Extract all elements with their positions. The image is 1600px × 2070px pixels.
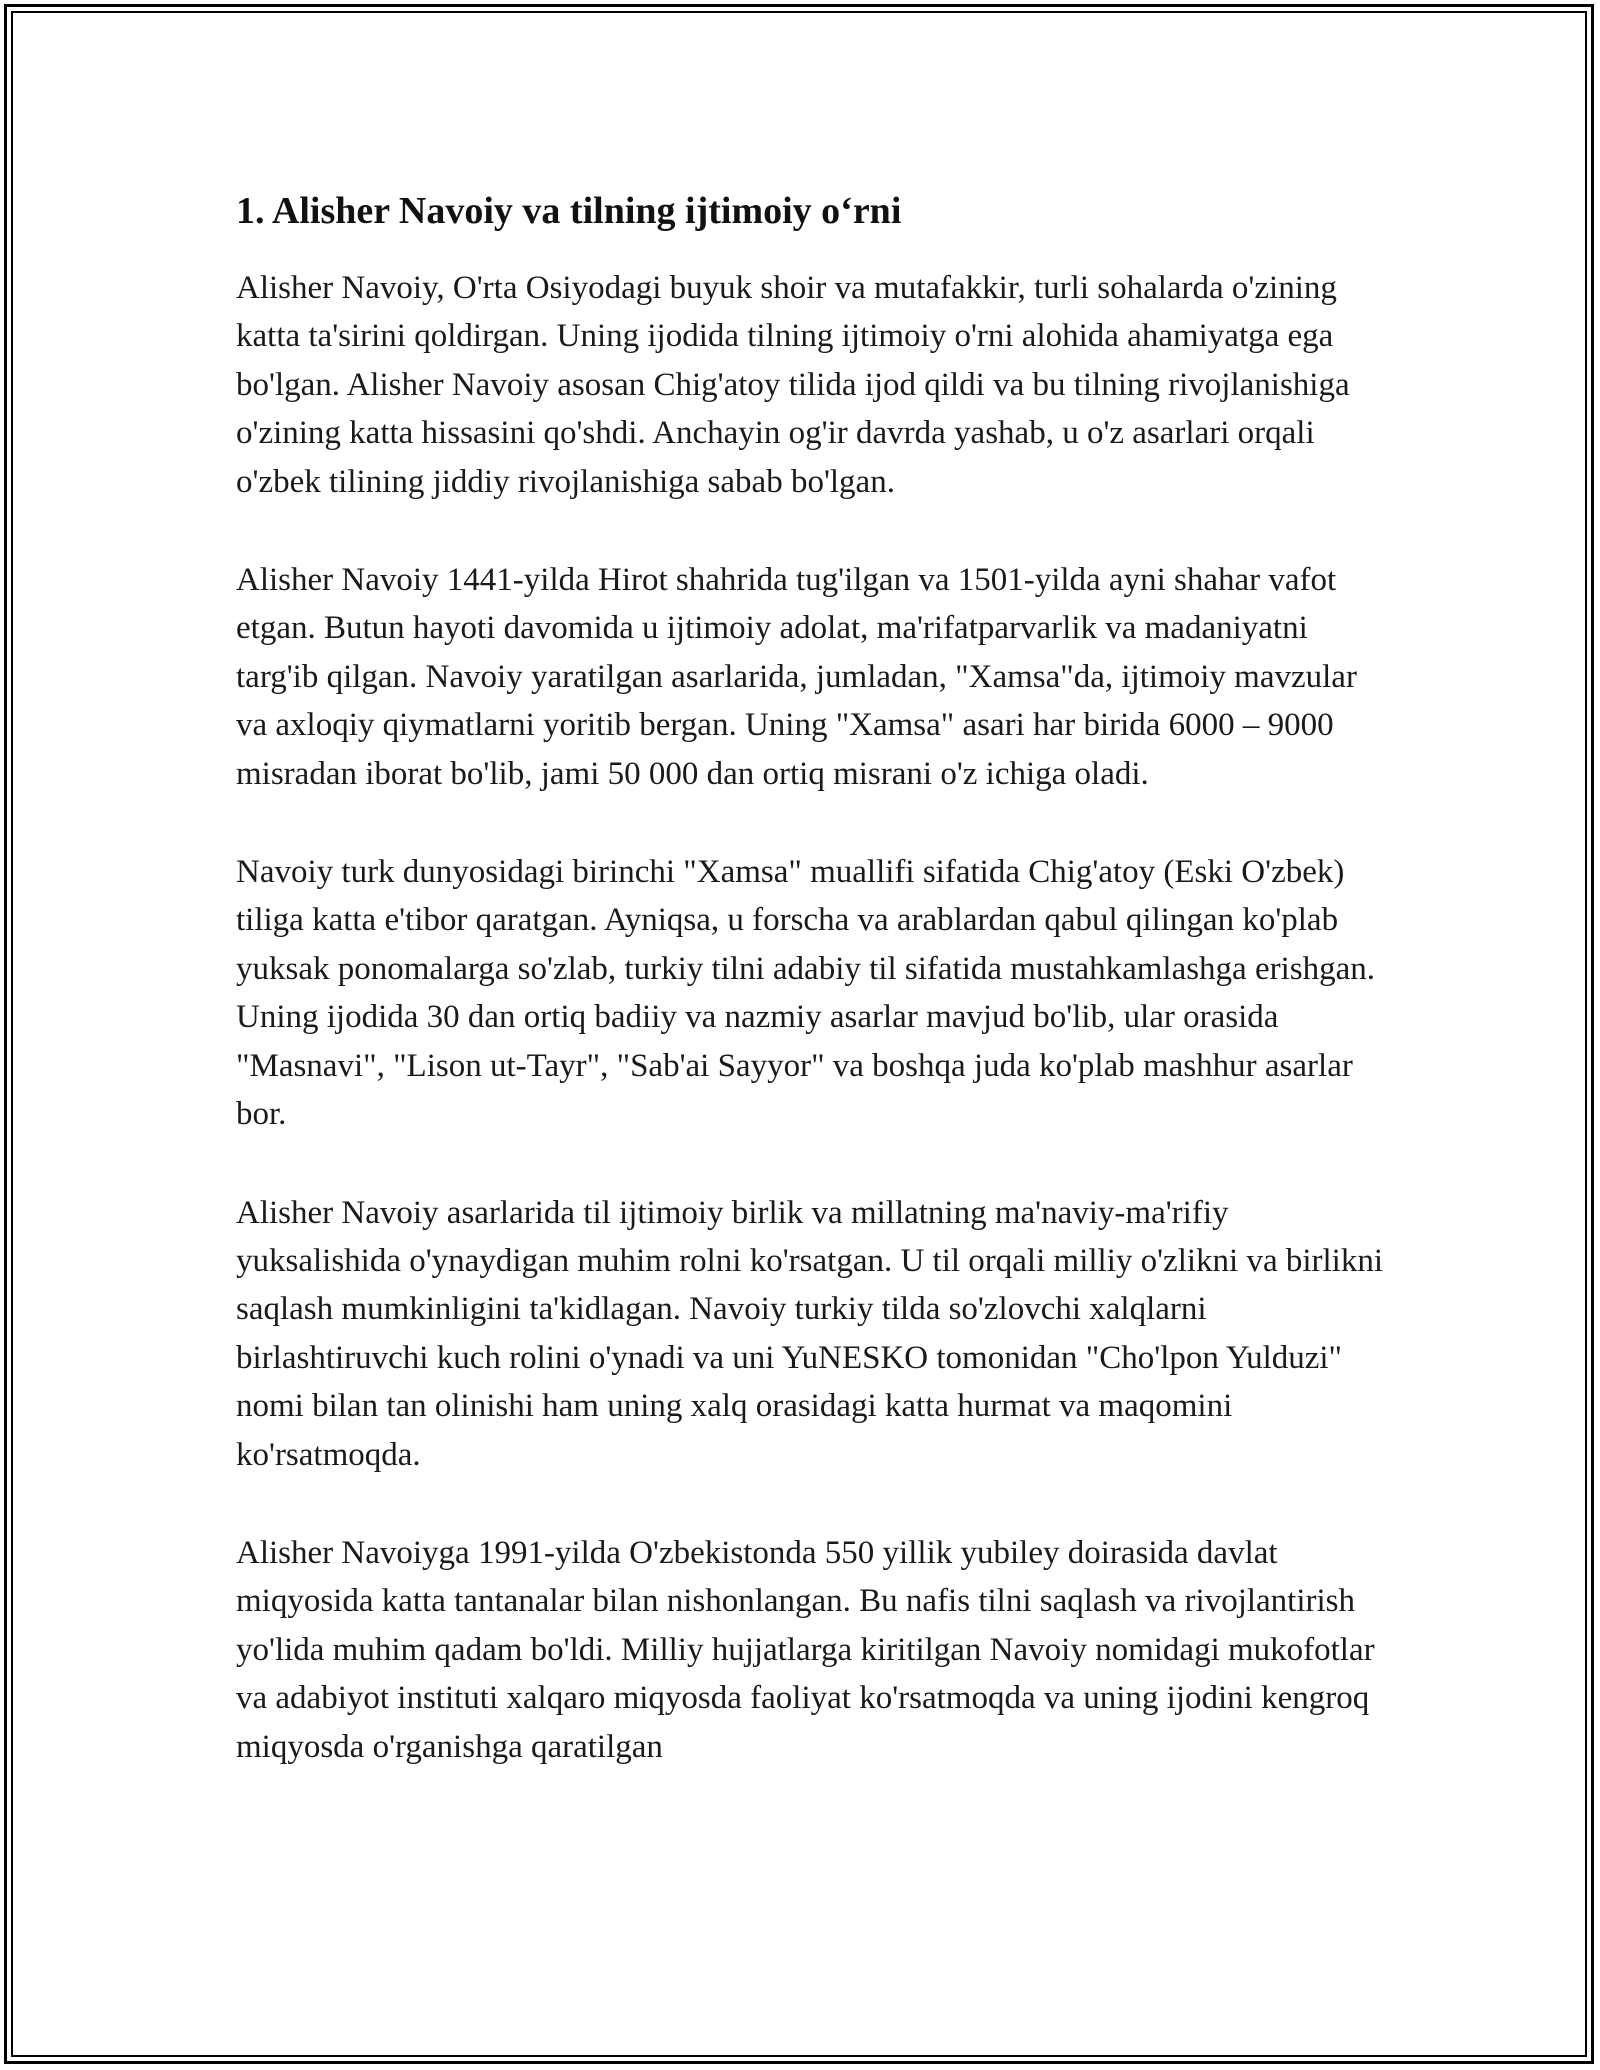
section-heading: 1. Alisher Navoiy va tilning ijtimoiy o‘rni — [236, 190, 902, 232]
paragraph-5: Alisher Navoiyga 1991-yilda O'zbekistonda 550 yillik yubiley doirasida davlat miqyosida katta tantanalar bilan nishonlangan. Bu nafis tilni saqlash va rivojlantirish yo'lida muhim qadam bo'ldi. Milliy hujjatlarga kiritilgan Navoiy nomidagi mukofotlar va adabiyot instituti xalqaro miqyosda faoliyat ko'rsatmoqda va uning ijodini kengroq miqyosda o'rganishga qaratilgan — [236, 1534, 1375, 1765]
paragraph-4: Alisher Navoiy asarlarida til ijtimoiy birlik va millatning ma'naviy-ma'rifiy yuksalishida o'ynaydigan muhim rolni ko'rsatgan. U til orqali milliy o'zlikni va birlikni saqlash mumkinligini ta'kidlagan. Navoiy turkiy tilda so'zlovchi xalqlarni birlashtiruvchi kuch rolini o'ynadi va uni YuNESKO tomonidan "Cho'lpon Yulduzi" nomi bilan tan olinishi ham uning xalq orasidagi katta hurmat va maqomini ko'rsatmoqda. — [236, 1194, 1384, 1473]
paragraph-2: Alisher Navoiy 1441-yilda Hirot shahrida tug'ilgan va 1501-yilda ayni shahar vafot etgan. Butun hayoti davomida u ijtimoiy adolat, ma'rifatparvarlik va madaniyatni targ'ib qilgan. Navoiy yaratilgan asarlarida, jumladan, "Xamsa"da, ijtimoiy mavzular va axloqiy qiymatlarni yoritib bergan. Uning "Xamsa" asari har birida 6000 – 9000 misradan iborat bo'lib, jami 50 000 dan ortiq misrani o'z ichiga oladi. — [236, 562, 1357, 792]
paragraph-3: Navoiy turk dunyosidagi birinchi "Xamsa" muallifi sifatida Chig'atoy (Eski O'zbek) tiliga katta e'tibor qaratgan. Ayniqsa, u forscha va arablardan qabul qilingan ko'plab yuksak ponomalarga so'zlab, turkiy tilni adabiy til sifatida mustahkamlashga erishgan. Uning ijodida 30 dan ortiq badiiy va nazmiy asarlar mavjud bo'lib, ular orasida "Masnavi", "Lison ut-Tayr", "Sab'ai Sayyor" va boshqa juda ko'plab mashhur asarlar bor. — [236, 854, 1375, 1133]
document-body — [236, 186, 1386, 1821]
paragraph-1: Alisher Navoiy, O'rta Osiyodagi buyuk shoir va mutafakkir, turli sohalarda o'zining katta ta'sirini qoldirgan. Uning ijodida tilning ijtimoiy o'rni alohida ahamiyatga ega bo'lgan. Alisher Navoiy asosan Chig'atoy tilida ijod qildi va bu tilning rivojlanishiga o'zining katta hissasini qo'shdi. Anchayin og'ir davrda yashab, u o'z asarlari orqali o'zbek tilining jiddiy rivojlanishiga sabab bo'lgan. — [236, 270, 1350, 500]
